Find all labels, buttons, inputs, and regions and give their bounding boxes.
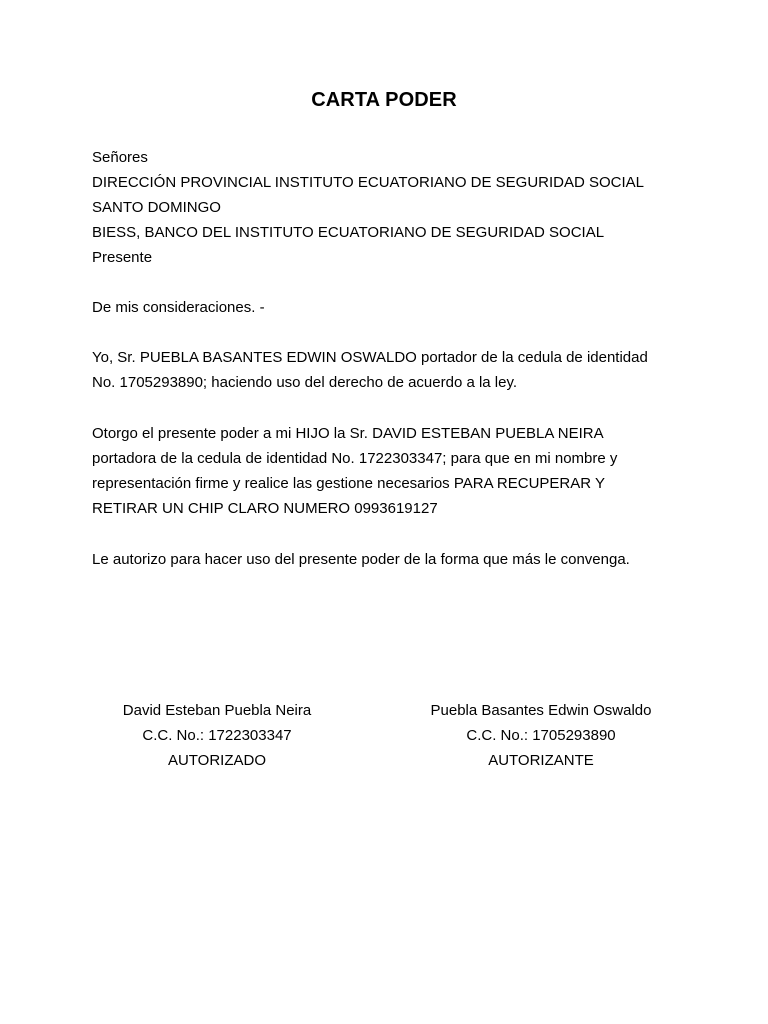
paragraph-2-line-1: Otorgo el presente poder a mi HIJO la Sr. DAVID ESTEBAN PUEBLA NEIRA xyxy=(92,425,604,442)
authorizer-id: C.C. No.: 1705293890 xyxy=(466,727,616,744)
authorizer-role: AUTORIZANTE xyxy=(488,752,594,769)
considerations-line xyxy=(92,295,676,320)
recipient-block xyxy=(92,145,676,270)
paragraph-1-line-2: No. 1705293890; haciendo uso del derecho de acuerdo a la ley. xyxy=(92,374,518,391)
recipient-line-1: DIRECCIÓN PROVINCIAL INSTITUTO ECUATORIANO DE SEGURIDAD SOCIAL xyxy=(92,174,645,191)
authorizer-name: Puebla Basantes Edwin Oswaldo xyxy=(430,702,652,719)
considerations-text: De mis consideraciones. - xyxy=(92,299,265,316)
paragraph-2-line-2: portadora de la cedula de identidad No. 1722303347; para que en mi nombre y xyxy=(92,450,618,467)
authorized-name: David Esteban Puebla Neira xyxy=(122,702,312,719)
signature-authorizer xyxy=(421,698,661,773)
paragraph-1-line-1: Yo, Sr. PUEBLA BASANTES EDWIN OSWALDO portador de la cedula de identidad xyxy=(92,349,648,366)
recipient-line-4: Presente xyxy=(92,249,153,266)
authorized-id: C.C. No.: 1722303347 xyxy=(142,727,292,744)
paragraph-grantor xyxy=(92,345,676,395)
closing-text: Le autorizo para hacer uso del presente poder de la forma que más le convenga. xyxy=(92,551,630,568)
recipient-line-3: BIESS, BANCO DEL INSTITUTO ECUATORIANO DE SEGURIDAD SOCIAL xyxy=(92,224,605,241)
paragraph-2-line-4: RETIRAR UN CHIP CLARO NUMERO 0993619127 xyxy=(92,500,438,517)
closing-paragraph xyxy=(92,547,676,572)
document-title: CARTA PODER xyxy=(311,89,457,111)
paragraph-grant xyxy=(92,421,676,521)
paragraph-2-line-3: representación firme y realice las gestione necesarios PARA RECUPERAR Y xyxy=(92,475,606,492)
signature-authorized xyxy=(107,698,327,773)
authorized-role: AUTORIZADO xyxy=(167,752,267,769)
recipient-line-2: SANTO DOMINGO xyxy=(92,199,221,216)
salutation: Señores xyxy=(92,149,148,166)
